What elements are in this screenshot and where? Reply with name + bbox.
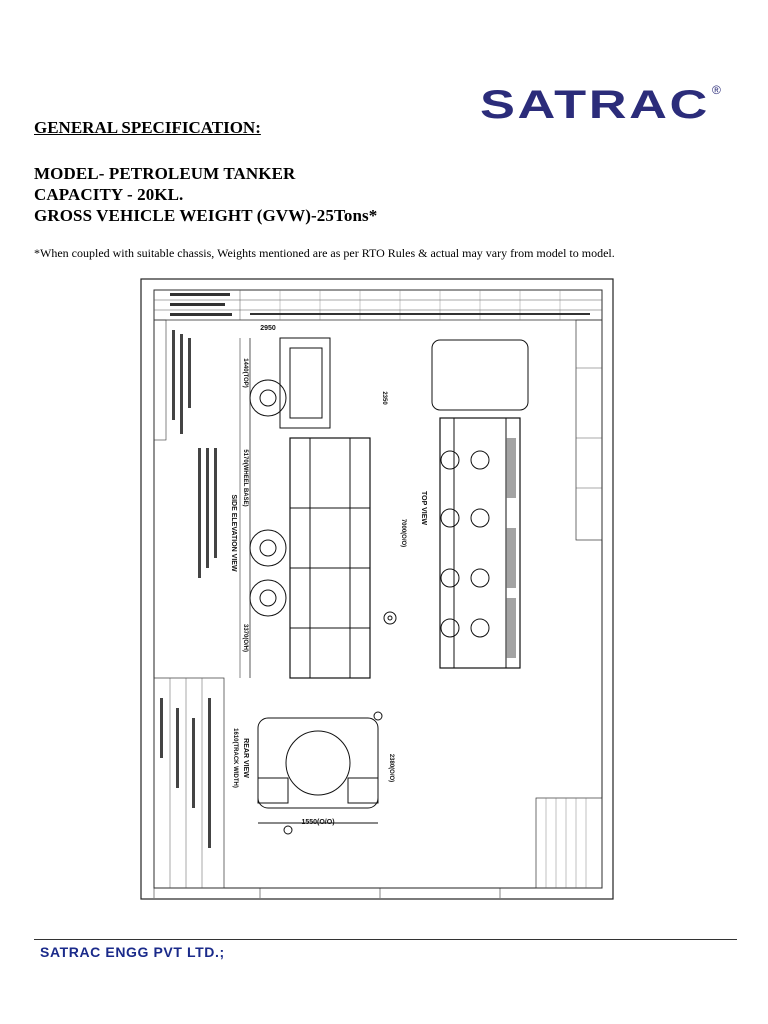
dim-wheel-base: 5170(WHEEL BASE): [242, 449, 248, 507]
dim-track-width: 1610(TRACK WIDTH): [232, 728, 238, 788]
spec-gvw: GROSS VEHICLE WEIGHT (GVW)-25Tons*: [34, 206, 378, 225]
footer-divider: [34, 939, 737, 940]
spec-model: MODEL- PETROLEUM TANKER: [34, 164, 296, 183]
satrac-logo: [478, 80, 728, 126]
top-view-label: TOP VIEW: [420, 491, 427, 525]
page-title: GENERAL SPECIFICATION:: [34, 118, 261, 137]
dim-overall: 7000(O/O): [400, 518, 406, 548]
logo-wordmark: SATRAC: [480, 83, 710, 126]
dim-height: 2350: [381, 391, 387, 405]
side-elevation-label: SIDE ELEVATION VIEW: [230, 494, 237, 572]
spec-capacity: CAPACITY - 20KL.: [34, 185, 184, 204]
tanker-technical-drawing: [140, 278, 614, 900]
rear-view-label: REAR VIEW: [242, 738, 249, 778]
footer-company: SATRAC ENGG PVT LTD.;: [40, 944, 225, 960]
weight-note: *When coupled with suitable chassis, Weights mentioned are as per RTO Rules & actual may vary from model to model.: [34, 246, 615, 260]
dim-rear-width: 1550(O/O): [301, 819, 335, 826]
dim-overhang: 3370(O/H): [242, 623, 248, 653]
dim-top: 1440(TOP): [242, 358, 248, 388]
registered-mark: ®: [712, 83, 721, 97]
dim-rear-height: 2380(O/O): [388, 753, 394, 783]
dim-overall-length: 2950: [260, 325, 276, 332]
